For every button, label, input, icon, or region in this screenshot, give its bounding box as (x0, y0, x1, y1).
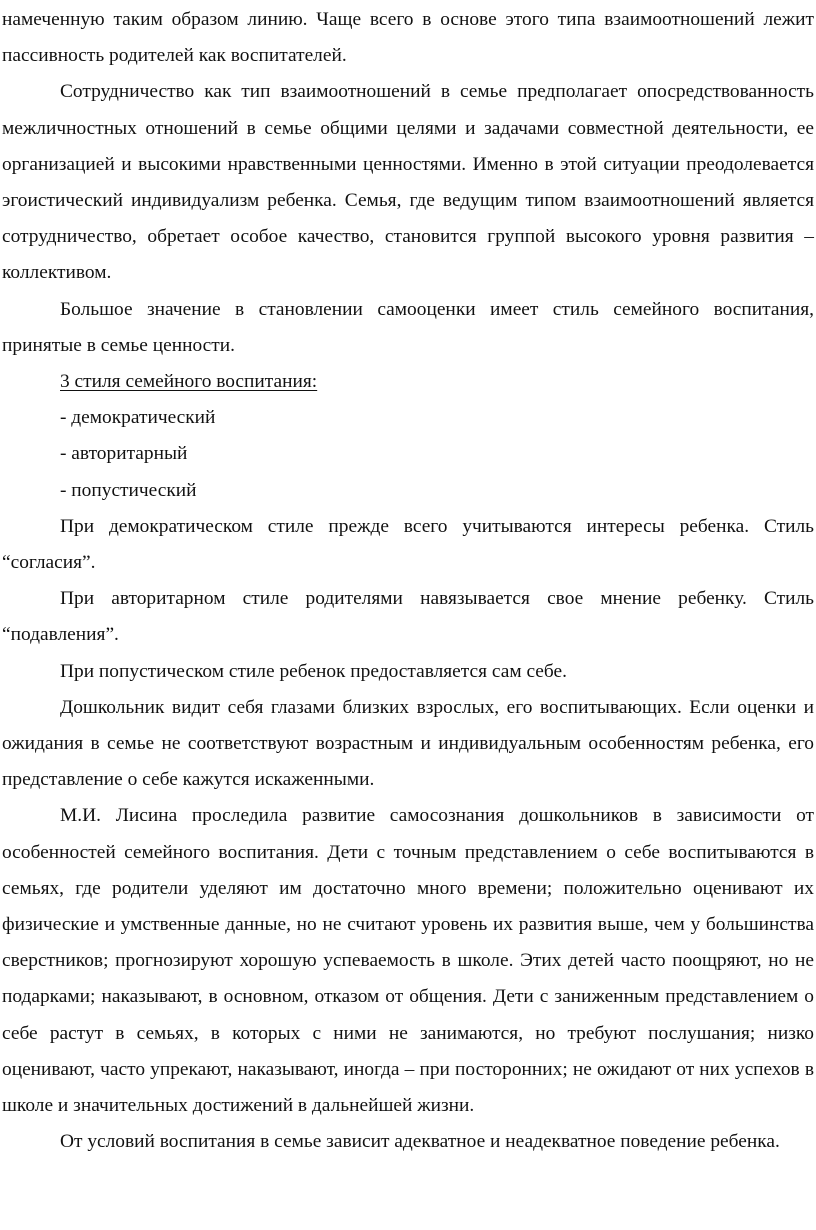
style-item-permissive: - попустический (60, 479, 197, 501)
paragraph-continuation: намеченную таким образом линию. Чаще всего в основе этого типа взаимоотношений лежит пассивность родителей как воспитателей. (2, 9, 814, 67)
styles-heading-line (2, 364, 814, 400)
paragraph-permissive-style: При попустическом стиле ребенок предоставляется сам себе. (60, 660, 567, 682)
paragraph-self-esteem: Большое значение в становлении самооценки имеет стиль семейного воспитания, принятые в семье ценности. (2, 298, 814, 356)
paragraph-lisina-research: М.И. Лисина проследила развитие самосознания дошкольников в зависимости от особенностей семейного воспитания. Дети с точным представлением о себе воспитываются в семьях, где родители уделяют им достаточно много времени; положительно оценивают их физические и умственные данные, но не считают уровень их развития выше, чем у большинства сверстников; прогнозируют хорошую успеваемость в школе. Этих детей часто поощряют, но не подарками; наказывают, в основном, отказом от общения. Дети с заниженным представлением о себе растут в семьях, в которых с ними не занимаются, но требуют послушания; низко оценивают, часто упрекают, наказывают, иногда – при посторонних; не ожидают от них успехов в школе и значительных достижений в дальнейшей жизни. (2, 805, 814, 1117)
paragraph-authoritarian-style: При авторитарном стиле родителями навязывается свое мнение ребенку. Стиль “подавления”. (2, 588, 814, 646)
styles-heading: 3 стиля семейного воспитания: (60, 371, 318, 393)
paragraph-preschooler-view: Дошкольник видит себя глазами близких взрослых, его воспитывающих. Если оценки и ожидания в семье не соответствуют возрастным и индивидуальным особенностям ребенка, его представление о себе кажутся искаженными. (2, 696, 814, 791)
paragraph-conclusion: От условий воспитания в семье зависит адекватное и неадекватное поведение ребенка. (60, 1131, 780, 1153)
paragraph-cooperation: Сотрудничество как тип взаимоотношений в семье предполагает опосредствованность межличностных отношений в семье общими целями и задачами совместной деятельности, ее организацией и высокими нравственными ценностями. Именно в этой ситуации преодолевается эгоистический индивидуализм ребенка. Семья, где ведущим типом взаимоотношений является сотрудничество, обретает особое качество, становится группой высокого уровня развития – коллективом. (2, 81, 814, 284)
style-item-authoritarian: - авторитарный (60, 443, 188, 465)
style-item-democratic: - демократический (60, 407, 216, 429)
paragraph-democratic-style: При демократическом стиле прежде всего учитываются интересы ребенка. Стиль “согласия”. (2, 515, 814, 574)
